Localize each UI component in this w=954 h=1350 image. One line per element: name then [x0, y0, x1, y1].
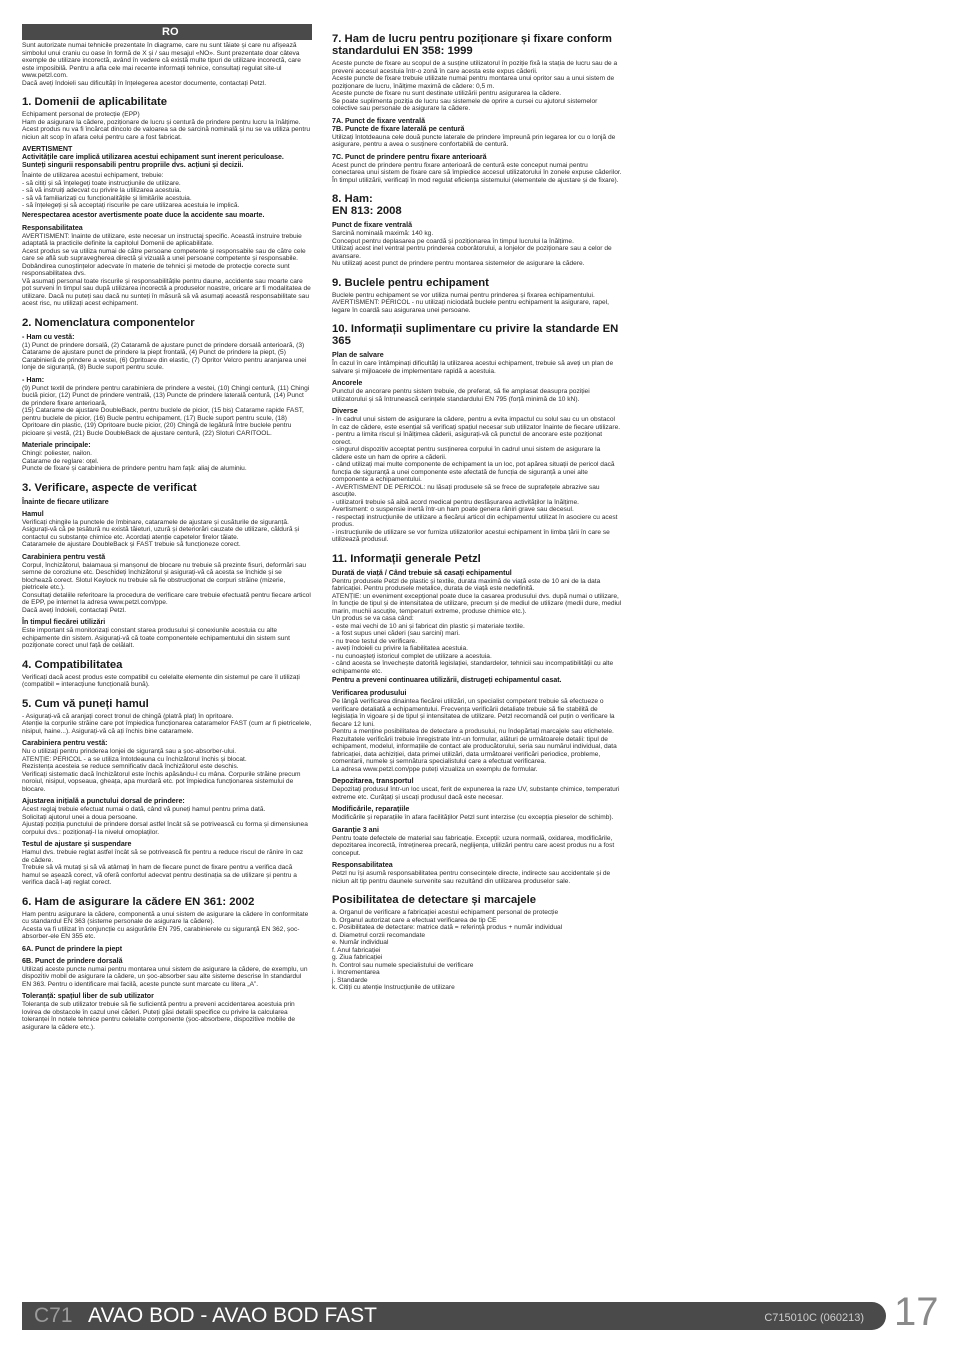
section-title: 10. Informații suplimentare cu privire la standarde EN 365: [332, 323, 619, 347]
warning-paragraph: Nerespectarea acestor avertismente poate duce la accidente sau moarte.: [22, 211, 265, 219]
subsection-title: Plan de salvare: [332, 351, 384, 359]
page-number: 17: [894, 1290, 939, 1334]
right-column: [332, 24, 622, 994]
language-tag: RO: [22, 24, 312, 40]
body-paragraph: Toleranța de sub utilizator trebuie să fie suficientă pentru a preveni accidentarea acestuia prin lovirea de obstacole în cazul unei căderi. Puteți găsi detalii specifice cu privire la calcularea toleranței în notele tehnice pentru celelalte componente (șoc-absorbere, dispozitive mobile de asigurare la cădere etc.).: [22, 1001, 296, 1031]
subsection-title: Materiale principale:: [22, 441, 91, 449]
subsection-title: 6A. Punct de prindere la piept: [22, 944, 123, 953]
subsection-title: Depozitarea, transportul: [332, 777, 414, 785]
body-paragraph: Echipament personal de protecție (EPP) Ham de asigurare la cădere, poziționare de lucru și centură de prindere pentru lucru la înălțime. Acest produs nu va fi încărcat dincolo de valoarea sa de sarcină nominală și nu se va utiliza pentru niciun alt scop în afara celui pentru care a fost fabricat.: [22, 111, 311, 141]
body-paragraph: Utilizați întotdeauna cele două puncte laterale de prindere împreună prin legarea lor cu o lonjă de asigurare, pentru a avea o susținere confortabilă de centură.: [332, 133, 616, 148]
subsection-title: Responsabilitatea: [22, 223, 83, 232]
body-paragraph: Pentru toate defectele de material sau fabricație. Excepții: uzura normală, oxidarea, modificările, depozitarea incorectă, întreținerea precară, neglijența, utilizări pentru care acest produs nu a fost conceput.: [332, 834, 615, 857]
section-title: 3. Verificare, aspecte de verificat: [22, 481, 197, 494]
subsection-title: Punct de fixare ventrală: [332, 221, 413, 229]
body-paragraph: Modificările și reparațiile în afara facilităților Petzl sunt interzise (cu excepția pieselor de schimb).: [332, 814, 614, 821]
body-paragraph: Pentru produsele Petzl de plastic și textile, durata maximă de viață este de 10 ani de la data fabricației. Pentru produsele metalice, durata de viață este nedefinită. ATENȚIE: un eveniment excepțional poate duce la casarea produsului dvs. după numai o utilizare, în funcție de tipul și de intensitatea de utilizare, precum și de mediul de utilizare (medii dure, mediul marin, muchii ascuțite, temperaturi extreme, produse chimice etc.). Un produs se va casa când: - este mai vechi de 10 ani și fabricat din plastic și materiale textile. - a fost supus unei căderi (sau sarcini) mari. - nu trece testul de verificare. - aveți îndoieli cu privire la fiabilitatea acestuia. - nu cunoașteți istoricul complet de utilizare a acestuia. - când acesta se învechește datorită legislației, standardelor, tehnicii sau incompatibilității cu alte echipamente etc.: [332, 577, 622, 675]
body-paragraph: Punctul de ancorare pentru sistem trebuie, de preferat, să fie amplasat deasupra poziției utilizatorului și să întrunească cerințele standardului EN 795 (forță minimă de 10 kN).: [332, 388, 590, 403]
subsection-title: - Ham:: [22, 375, 45, 384]
body-paragraph: Înainte de utilizarea acestui echipament, trebuie: - să citiți și să înțelegeți toate instrucțiunile de utilizare. - să vă instruiți adecvat cu privire la utilizarea acestuia. - să vă familiarizați cu funcționalitățile și limitările acestuia. - să înțelegeți și să acceptați riscurile pe care utilizarea acestuia le implică.: [22, 172, 240, 209]
body-paragraph: - în cadrul unui sistem de asigurare la cădere, pentru a evita impactul cu solul sau cu un obstacol în caz de cădere, este esențial să verificați spațiul necesar sub utilizator înainte de fiecare utilizare. - pentru a limita riscul și înălțimea căderii, asigurați-vă că punctul de ancorare este poziționat corect. - singurul dispozitiv acceptat pentru susținerea corpului în cadrul unui sistem de asigurare la cădere este un ham de oprire a căderii. - când utilizați mai multe componente de echipament la un loc, pot apărea situații de pericol dacă funcția de siguranță a unei componente este afectată de funcția de siguranță a unei alte componente a echipamentului. - AVERTISMENT DE PERICOL: nu lăsați produsele să se frece de suprafețele abrazive sau ascuțite. - utilizatorii trebuie să aibă acord medical pentru desfășurarea activităților la înălțime. Avertisment: o suspensie inertă într-un ham poate genera răniri grave sau decesul. - respectați instrucțiunile de utilizare a fiecărui articol din echipamentul utilizat în asociere cu acest produs. - instrucțiunile de utilizare se vor furniza utilizatorilor acestui echipament în limba țării în care se utilizează produsul.: [332, 416, 621, 543]
body-paragraph: AVERTISMENT: înainte de utilizare, este necesar un instructaj specific. Această instruire trebuie adaptată la practicile definite la capitolul Domenii de aplicabilitate. Acest produs se va utiliza numai de către persoane competente și responsabile sau de către cele care se află sub supravegherea directă și vizuală a unei persoane competente și responsabile. Dobândirea cunoștințelor adecvate în materie de tehnici și metode de protecție corecte sunt responsabilitatea dvs. Vă asumați personal toate riscurile și responsabilitățile pentru daune, accidente sau moarte care pot surveni în timpul sau după utilizarea incorectă a produselor noastre, oricare ar fi modalitatea de utilizare. Dacă nu puteți sau dacă nu sunteți în măsură să vă asumați această responsabilitate sau acest risc, nu utilizați acest echipament.: [22, 232, 311, 307]
subsection-title: Testul de ajustare și suspendare: [22, 840, 132, 848]
subsection-title: Ancorele: [332, 379, 363, 387]
subsection-title: Durată de viață / Când trebuie să casați echipamentul: [332, 568, 512, 577]
subsection-title: Înainte de fiecare utilizare: [22, 497, 109, 506]
body-paragraph: Corpul, închizătorul, balamaua și manșonul de blocare nu trebuie să prezinte fisuri, deformări sau semne de coroziune etc. Deschideți închizătorul și asigurați-vă că acesta se închide și se blochează corect. Slotul Keylock nu trebuie să fie obstrucționat de corpuri străine (mizerie, pietricele etc.). Consultați detaliile referitoare la procedura de verificare care trebuie efectuată pentru fiecare articol de EPP, pe internet la adresa www.petzl.com/ppe. Dacă aveți îndoieli, contactați Petzl.: [22, 561, 311, 614]
section-title: 5. Cum vă puneți hamul: [22, 697, 149, 710]
section-title: 6. Ham de asigurare la cădere EN 361: 2002: [22, 895, 255, 908]
subsection-title: Toleranță: spațiul liber de sub utilizator: [22, 992, 154, 1000]
right-column-content: [332, 33, 622, 992]
subsection-title: În timpul fiecărei utilizări: [22, 618, 106, 626]
body-paragraph: Hamul dvs. trebuie reglat astfel încât să se potrivească fix pentru a reduce riscul de rănire în caz de cădere. Trebuie să vă mutați și să vă atârnați în ham de fiecare punct de fixare pentru a verifica dacă hamul se așează corect, vă oferă confortul adecvat pentru destinația sa de utilizare și pentru a verifica dacă l-ați reglat corect.: [22, 849, 304, 886]
body-paragraph: - Asigurați-vă că aranjați corect tronul de chingă (platră plat) în opritoare. Atenție la corpurile străine care pot împiedica funcționarea cataramelor FAST (cum ar fi pietricelele, nisipul, haine...). Asigurați-vă că ați închis bine cataramele.: [22, 712, 312, 735]
left-column-content: [22, 42, 312, 1031]
subsection-title: AVERTISMENT: [22, 145, 73, 153]
subsection-title: 6B. Punct de prindere dorsală: [22, 956, 123, 965]
footer-product-code: C71: [34, 1304, 73, 1327]
warning-paragraph: Activitățile care implică utilizarea acestui echipament sunt inerent periculoase. Sunteți singurii responsabili pentru propriile dvs. acțiuni și decizii.: [22, 154, 284, 169]
subsection-title: Modificările, reparațiile: [332, 805, 410, 813]
section-title: 9. Buclele pentru echipament: [332, 276, 489, 289]
body-paragraph: Sunt autorizate numai tehnicile prezentate în diagrame, care nu sunt tăiate și care nu afișează simbolul unui craniu cu oase în formă de X și / sau mesajul «NO». Sunt prezentate doar câteva exemple de utilizare incorectă, având în vedere că există multe tipuri de utilizare incorectă, care este imposibilă. Pentru a afla cele mai recente informații tehnice, consultați regulat site-ul www.petzl.com. Dacă aveți îndoieli sau dificultăți în înțelegerea acestor documente, contactați Petzl.: [22, 42, 301, 87]
body-paragraph: Acest reglaj trebuie efectuat numai o dată, când vă puneți hamul pentru prima dată. Solicitați ajutorul unei a doua persoane. Ajustați poziția punctului de prindere dorsal astfel încât să se potrivească cu forma și dimensiunea corpului dvs.: poziționați-l la nivelul omoplaților.: [22, 806, 308, 836]
section-title: 2. Nomenclatura componentelor: [22, 316, 195, 329]
section-title: 11. Informații generale Petzl: [332, 552, 481, 565]
footer-reference: C715010C (060213): [764, 1312, 864, 1324]
body-paragraph: Petzl nu își asumă responsabilitatea pentru consecințele directe, indirecte sau accidentale și de niciun alt tip pentru daunele survenite sau rezultând din utilizarea produselor sale.: [332, 870, 611, 885]
subsection-title: Ajustarea inițială a punctului dorsal de prindere:: [22, 797, 185, 805]
left-column: [22, 24, 312, 1033]
body-paragraph: Verificați dacă acest produs este compatibil cu celelalte elemente din sistemul pe care îl utilizați (compatibil = interacțiune funcțională bună).: [22, 673, 300, 688]
subsection-title: Responsabilitatea: [332, 861, 393, 869]
body-paragraph: Ham pentru asigurare la cădere, componentă a unui sistem de asigurare la cădere în conformitate cu standardul EN 363 (sisteme personale de asigurare la cădere). Acesta va fi utilizat în conjuncție cu asigurările EN 795, carabinierele cu siguranță EN 362, șoc-absorber-ele EN 355 etc.: [22, 910, 309, 940]
section-title: 4. Compatibilitatea: [22, 658, 123, 671]
subsection-title: Garanție 3 ani: [332, 825, 379, 834]
subsection-title: Verificarea produsului: [332, 689, 407, 697]
subsection-title: Hamul: [22, 509, 44, 518]
body-paragraph: Buclele pentru echipament se vor utiliza numai pentru prinderea și fixarea echipamentului. AVERTISMENT: PERICOL - nu utilizați niciodată buclele pentru echipament la asigurare, rapel, legare în coardă sau asigurarea unei persoane.: [332, 291, 609, 314]
footer-bar: [22, 1302, 886, 1330]
body-paragraph: (9) Punct textil de prindere pentru carabiniera de prindere a vestei, (10) Chingi centură, (11) Chingi buclă picior, (12) Punct de prindere ventrală, (13) Puncte de prindere laterală centură, (14) Punct de prindere fixare anterioară, (15) Catarame de ajustare DoubleBack, pentru buclele de picior, (15 bis) Catarame rapide FAST, pentru buclele de picior, (16) Bucle pentru echipament, (17) Bucle suport pentru scule, (18) Opritoare din plastic, (19) Opritoare bucle picior, (20) Chingă de legătură între buclele pentru picioare și vestă, (21) Bucle DoubleBack de ajustare centură, (22) Sloturi CARITOOL.: [22, 384, 310, 437]
section-title: 7. Ham de lucru pentru poziționare și fixare conform standardului EN 358: 1999: [332, 33, 612, 57]
body-paragraph: a. Organul de verificare a fabricației acestui echipament personal de protecție b. Organul autorizat care a efectuat verificarea de tip CE c. Posibilitatea de detectare: matrice dată = referință produs + număr individual d. Diametrul corzii recomandate e. Număr individual f. Anul fabricației g. Ziua fabricației h. Control sau numele specialistului de verificare i. Incrementarea j. Standarde k. Citiți cu atenție Instrucțiunile de utilizare: [332, 909, 563, 991]
subsection-title: 7C. Punct de prindere pentru fixare anterioară: [332, 152, 487, 161]
body-paragraph: (1) Punct de prindere dorsală, (2) Cataramă de ajustare punct de prindere dorsală anterioară, (3) Cataramе de ajustare punct de prindere la piept frontală, (4) Punct de prindere la piept, (5) Carabinieră de prindere a vestei, (6) Opritoare din elastic, (7) Opritor Velcro pentru aranjarea unei lonje de siguranță, (8) Bucle suport pentru scule.: [22, 341, 307, 371]
body-paragraph: Chingi: poliester, nailon. Catarame de reglare: oțel. Puncte de fixare și carabiniera de prindere pentru ham față: aliaj de aluminiu.: [22, 450, 247, 472]
body-paragraph: Acest punct de prindere pentru fixare anterioară de centură este conceput numai pentru conectarea unui sistem de fixare care să împiedice accesul utilizatorului în zonele expuse căderilor. În timpul utilizării, verificați în mod regulat eficiența sistemului (elementele de ajustare și de fixare).: [332, 161, 622, 184]
body-paragraph: Sarcină nominală maximă: 140 kg. Conceput pentru deplasarea pe coardă și poziționarea în timpul lucrului la înălțime. Utilizați acest inel ventral pentru prinderea coborâtorului, a lonjelor de poziționare sau a celor de avansare. Nu utilizați acest punct de prindere pentru montarea sistemelor de asigurare la cădere.: [332, 230, 612, 267]
body-paragraph: Utilizați aceste puncte numai pentru montarea unui sistem de asigurare la cădere, de exemplu, un dispozitiv mobil de asigurare la cădere, un șoc-absorber sau alte sisteme descrise în standardul EN 363. Pentru o identificare mai facilă, aceste puncte sunt marcate cu litera „A”.: [22, 965, 308, 988]
body-paragraph: În cazul în care întâmpinați dificultăți la utilizarea acestui echipament, trebuie să aveți un plan de salvare și mijloacele de implementare rapidă a acestuia.: [332, 360, 614, 375]
subsection-title: Diverse: [332, 407, 358, 415]
section-title: Posibilitatea de detectare și marcajele: [332, 894, 537, 906]
body-paragraph: Verificați chingile la punctele de îmbinare, cataramele de ajustare și cusăturile de siguranță. Asigurați-vă că pe țesătură nu există tăieturi, uzură și deteriorări cauzate de utilizare, căldură și contactul cu substanțe chimice etc. Acordați atenție capetelor firelor tăiate. Cataramele de ajustare DoubleBack și FAST trebuie să funcționeze corect.: [22, 518, 300, 548]
warning-paragraph: Pentru a preveni continuarea utilizării, distrugeți echipamentul casat.: [332, 677, 562, 684]
subsection-title: Carabiniera pentru vestă: [22, 552, 106, 561]
body-paragraph: Pe lângă verificarea dinaintea fiecărei utilizări, un specialist competent trebuie să efectueze o verificare detaliată a echipamentului. Frecvența verificării detaliate trebuie să fie stabilită de legislația în vigoare și de tipul și intensitatea de utilizare. Petzl recomandă cel puțin o verificare la fiecare 12 luni. Pentru a menține posibilitatea de detectare a produsului, nu îndepărtați marcajele sau etichetele. Rezultatele verificării trebuie înregistrate într-un formular, alături de următoarele detalii: tipul de echipament, modelul, informațiile de contact ale producătorului, seria sau numărul individual, data fabricației, data achiziției, data primei utilizări, data următoarei verificări periodice, probleme, comentarii, numele și semnătura specialistului care a efectuat verificarea. La adresa www.petzl.com/ppe puteți vizualiza un exemplu de formular.: [332, 698, 617, 773]
body-paragraph: Nu o utilizați pentru prinderea lonjei de siguranță sau a șoc-absorber-ului. ATENȚIE: PERICOL - a se utiliza întotdeauna cu închizătorul închis și blocat. Rezistența acesteia se reduce semnificativ dacă închizătorul este deschis. Verificați sistematic dacă închizătorul este închis apăsându-l cu mâna. Corpurile străine precum noroiul, nisipul, vopseaua, gheața, apa murdară etc. pot împiedica funcționarea sistemului de blocare.: [22, 748, 301, 793]
section-title: 8. Ham: EN 813: 2008: [332, 193, 402, 217]
body-paragraph: Depozitați produsul într-un loc uscat, ferit de expunerea la raze UV, substanțe chimice, temperaturi extreme etc. Curățați și uscați produsul dacă este necesar.: [332, 786, 620, 801]
section-title: 1. Domenii de aplicabilitate: [22, 96, 168, 108]
subsection-title: Carabiniera pentru vestă:: [22, 739, 108, 747]
body-paragraph: Este important să monitorizați constant starea produsului și conexiunile acestuia cu alte echipamente din sistem. Asigurați-vă că toate componentele echipamentului din sistem sunt poziționate corect unul față de celălalt.: [22, 627, 290, 649]
subsection-title: 7A. Punct de fixare ventrală 7B. Puncte de fixare laterală pe centură: [332, 116, 465, 133]
body-paragraph: Aceste puncte de fixare au scopul de a susține utilizatorul în poziție fixă la stația de lucru sau de a preveni accesul acestuia într-o zonă în care acesta este expus căderii. Aceste puncte de fixare trebuie utilizate numai pentru montarea unui opritor sau a unui sistem de poziționare de lucru, înălțime maximă de cădere: 0,5 m. Aceste puncte de fixare nu sunt destinate utilizării pentru asigurarea la cădere. Se poate suplimenta poziția de lucru sau sistemele de oprire a cursei cu ajutorul sistemelor colective sau personale de asigurare la cădere.: [332, 60, 618, 112]
footer-product-title: AVAO BOD - AVAO BOD FAST: [88, 1304, 378, 1327]
subsection-title: - Ham cu vestă:: [22, 332, 75, 341]
